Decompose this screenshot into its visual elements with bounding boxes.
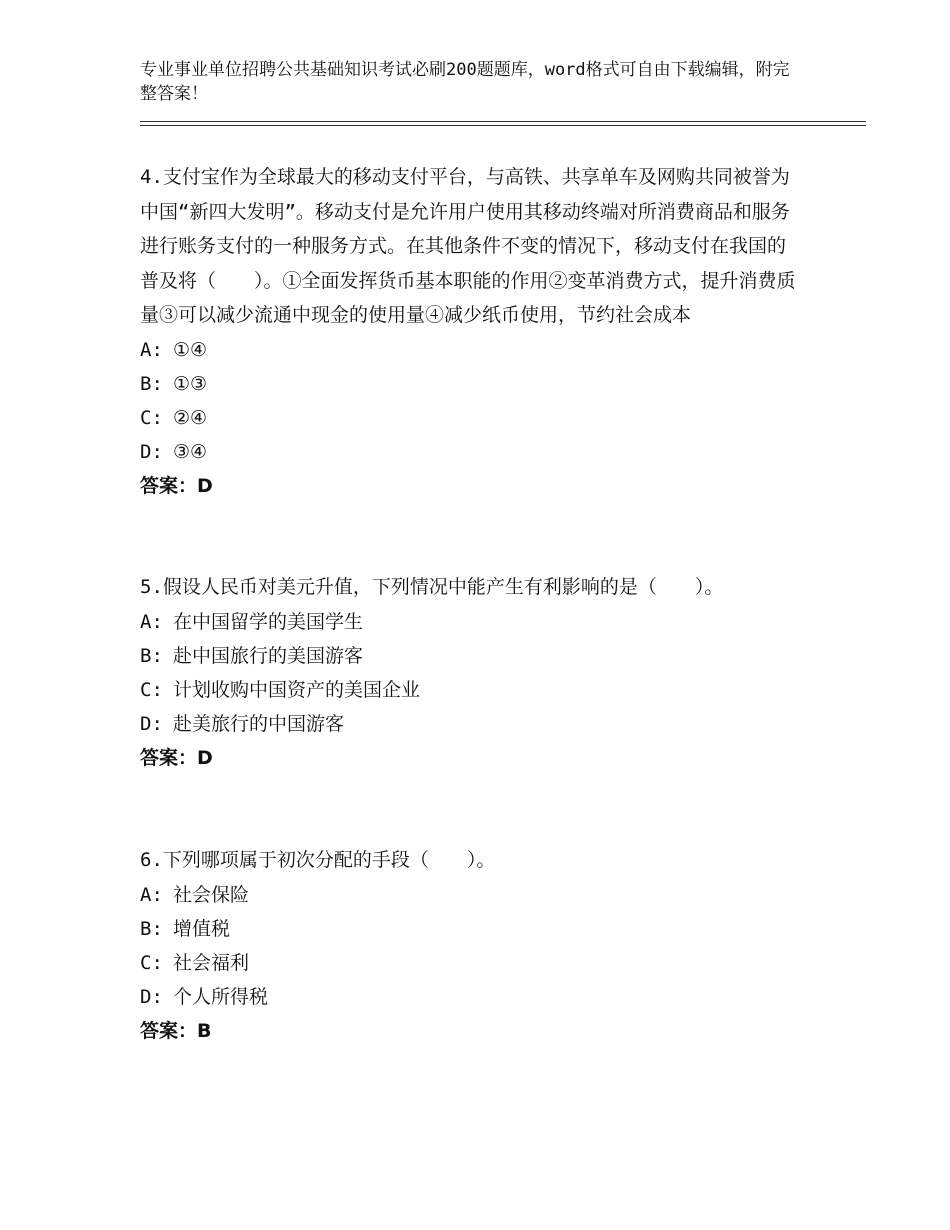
option-b: [140, 367, 800, 401]
option-letter: D:: [140, 713, 163, 736]
option-letter: A:: [140, 883, 163, 906]
option-d: [140, 980, 800, 1014]
option-letter: D:: [140, 986, 163, 1009]
option-a: [140, 605, 800, 639]
option-c: [140, 946, 800, 980]
option-text: ①③: [173, 372, 208, 395]
option-b: [140, 912, 800, 946]
option-letter: C:: [140, 951, 163, 974]
option-text: 个人所得税: [173, 986, 269, 1009]
option-text: ②④: [173, 406, 208, 429]
option-text: ③④: [173, 441, 208, 464]
option-letter: C:: [140, 406, 163, 429]
option-letter: B:: [140, 917, 163, 940]
option-c: [140, 401, 800, 435]
option-d: [140, 435, 800, 469]
option-d: [140, 707, 800, 741]
question-4: [140, 160, 800, 503]
option-a: [140, 333, 800, 367]
option-text: 在中国留学的美国学生: [173, 610, 364, 633]
option-letter: B:: [140, 372, 163, 395]
option-a: [140, 878, 800, 912]
question-5: [140, 570, 800, 775]
question-6: [140, 843, 800, 1048]
answer-label: 答案：B: [140, 1020, 212, 1043]
option-text: 计划收购中国资产的美国企业: [173, 678, 421, 701]
option-letter: D:: [140, 441, 163, 464]
option-text: 增值税: [173, 917, 231, 940]
option-text: 社会福利: [173, 951, 250, 974]
question-stem: 6.下列哪项属于初次分配的手段（ ）。: [140, 849, 496, 871]
option-text: 赴中国旅行的美国游客: [173, 644, 364, 667]
option-text: ①④: [173, 338, 208, 361]
header-divider-top: [140, 121, 866, 122]
answer-label: 答案：D: [140, 475, 213, 498]
option-letter: B:: [140, 644, 163, 667]
option-text: 社会保险: [173, 883, 250, 906]
question-stem: 5.假设人民币对美元升值，下列情况中能产生有利影响的是（ ）。: [140, 576, 724, 598]
question-stem: 4.支付宝作为全球最大的移动支付平台，与高铁、共享单车及网购共同被誉为中国“新四大发明”。移动支付是允许用户使用其移动终端对所消费商品和服务进行账务支付的一种服务方式。在其他条件不变的情况下，移动支付在我国的普及将（ ）。①全面发挥货币基本职能的作用②变革消费方式，提升消费质量③可以减少流通中现金的使用量④减少纸币使用，节约社会成本: [140, 166, 796, 326]
option-b: [140, 639, 800, 673]
header-divider-bottom: [140, 125, 866, 126]
option-letter: C:: [140, 678, 163, 701]
answer-label: 答案：D: [140, 747, 213, 770]
option-c: [140, 673, 800, 707]
option-letter: A:: [140, 338, 163, 361]
option-letter: A:: [140, 610, 163, 633]
document-header: 专业事业单位招聘公共基础知识考试必刷200题题库，word格式可自由下载编辑，附完整答案！: [140, 60, 790, 104]
option-text: 赴美旅行的中国游客: [173, 713, 345, 736]
